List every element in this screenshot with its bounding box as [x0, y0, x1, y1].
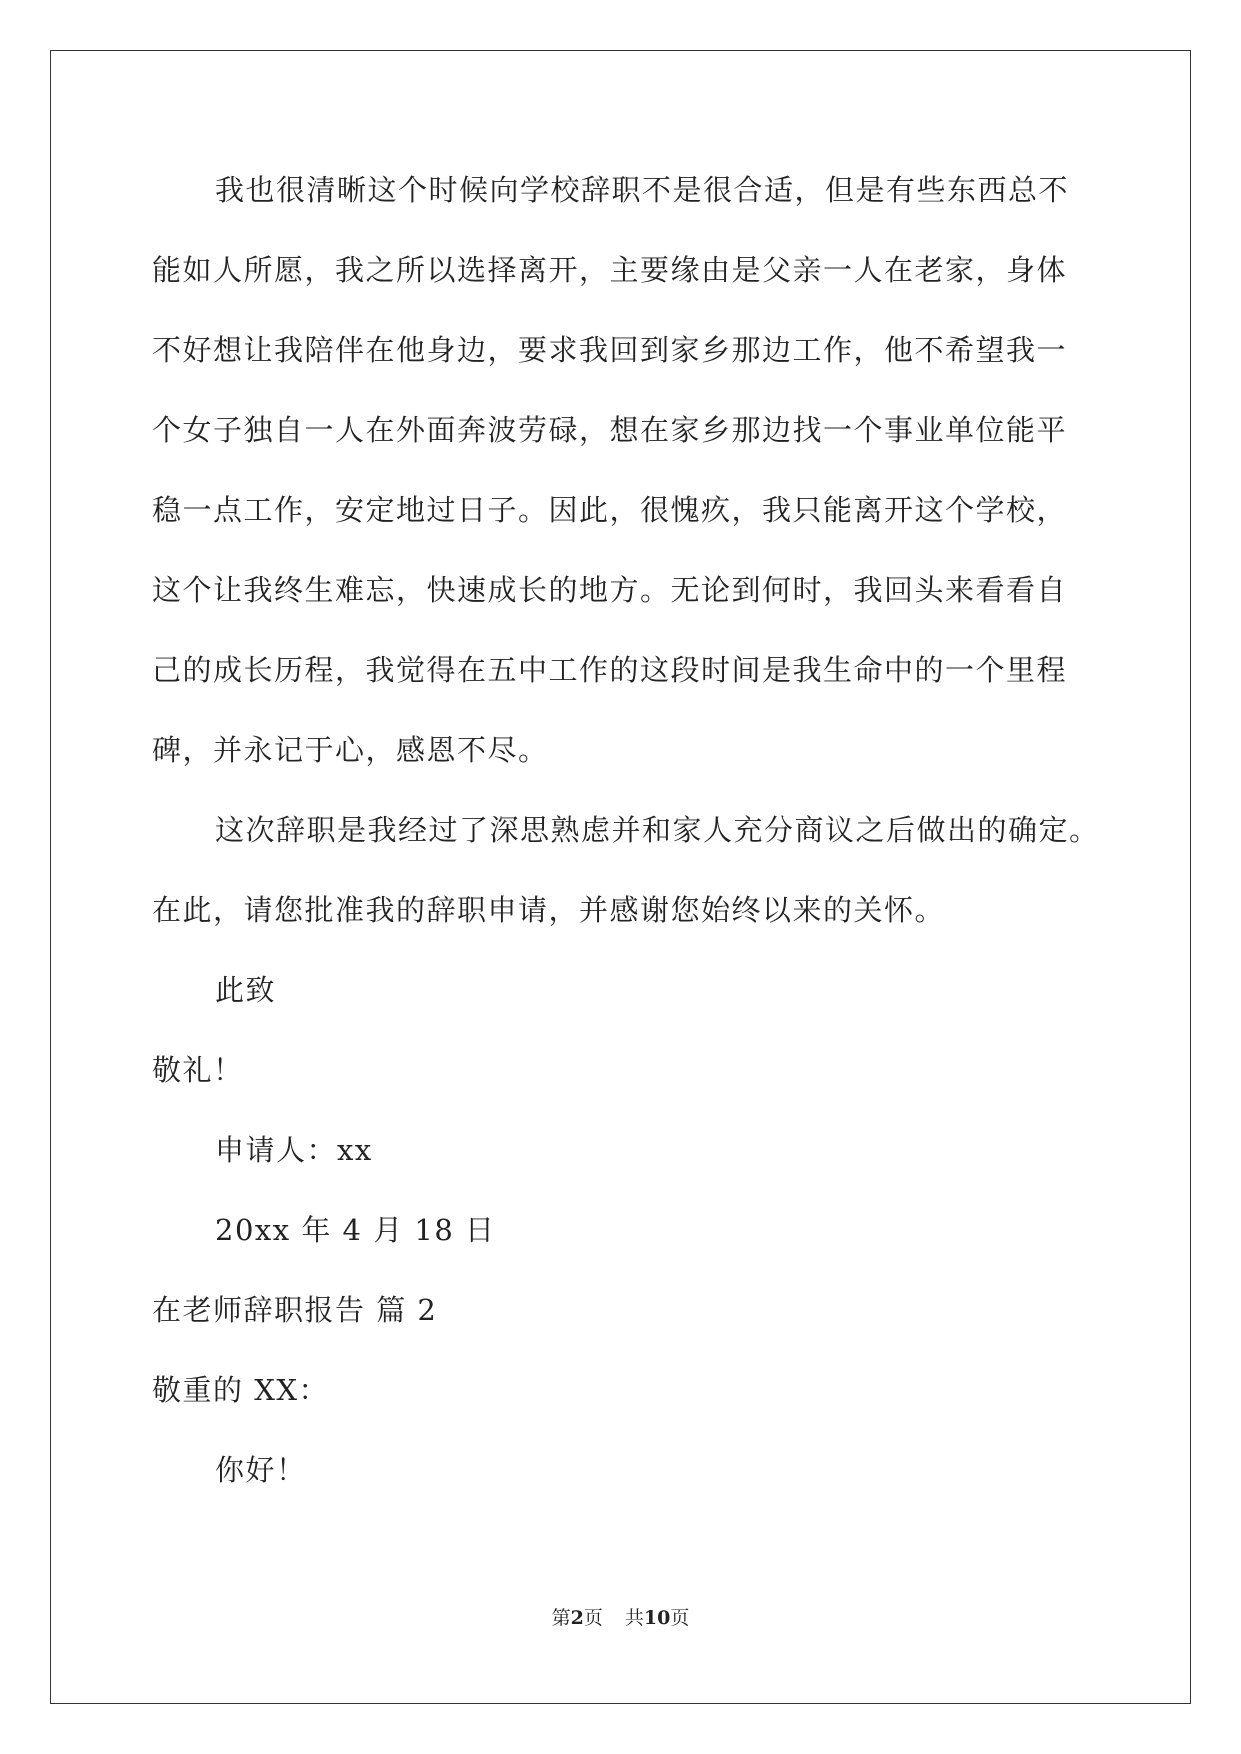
paragraph-line: 稳一点工作，安定地过日子。因此，很愧疚，我只能离开这个学校， — [152, 493, 1068, 527]
paragraph-line: 能如人所愿，我之所以选择离开，主要缘由是父亲一人在老家，身体 — [152, 253, 1068, 287]
page-prefix: 第 — [551, 1607, 571, 1629]
page-suffix: 页 — [583, 1607, 603, 1629]
letter-date: 20xx 年 4 月 18 日 — [215, 1213, 496, 1247]
page-total: 10 — [643, 1607, 671, 1629]
paragraph-line: 我也很清晰这个时候向学校辞职不是很合适，但是有些东西总不 — [215, 173, 1070, 207]
page-number-footer — [0, 1603, 1241, 1630]
paragraph-line: 这个让我终生难忘，快速成长的地方。无论到何时，我回头来看看自 — [152, 573, 1068, 607]
paragraph-line: 己的成长历程，我觉得在五中工作的这段时间是我生命中的一个里程 — [152, 653, 1068, 687]
total-suffix: 页 — [670, 1607, 690, 1629]
letter-greeting: 敬重的 XX： — [152, 1373, 330, 1407]
closing-salutation: 此致 — [215, 973, 277, 1007]
total-prefix: 共 — [624, 1607, 644, 1629]
paragraph-line: 这次辞职是我经过了深思熟虑并和家人充分商议之后做出的确定。 — [215, 813, 1100, 847]
section-heading: 在老师辞职报告 篇 2 — [152, 1293, 438, 1327]
letter-hello: 你好！ — [215, 1453, 307, 1487]
paragraph-line: 不好想让我陪伴在他身边，要求我回到家乡那边工作，他不希望我一 — [152, 333, 1068, 367]
paragraph-line: 碑，并永记于心，感恩不尽。 — [152, 733, 549, 767]
paragraph-line: 个女子独自一人在外面奔波劳碌，想在家乡那边找一个事业单位能平 — [152, 413, 1068, 447]
applicant-signature: 申请人：xx — [215, 1133, 373, 1167]
closing-regards: 敬礼！ — [152, 1053, 244, 1087]
page-current: 2 — [570, 1607, 584, 1629]
paragraph-line: 在此，请您批准我的辞职申请，并感谢您始终以来的关怀。 — [152, 893, 946, 927]
